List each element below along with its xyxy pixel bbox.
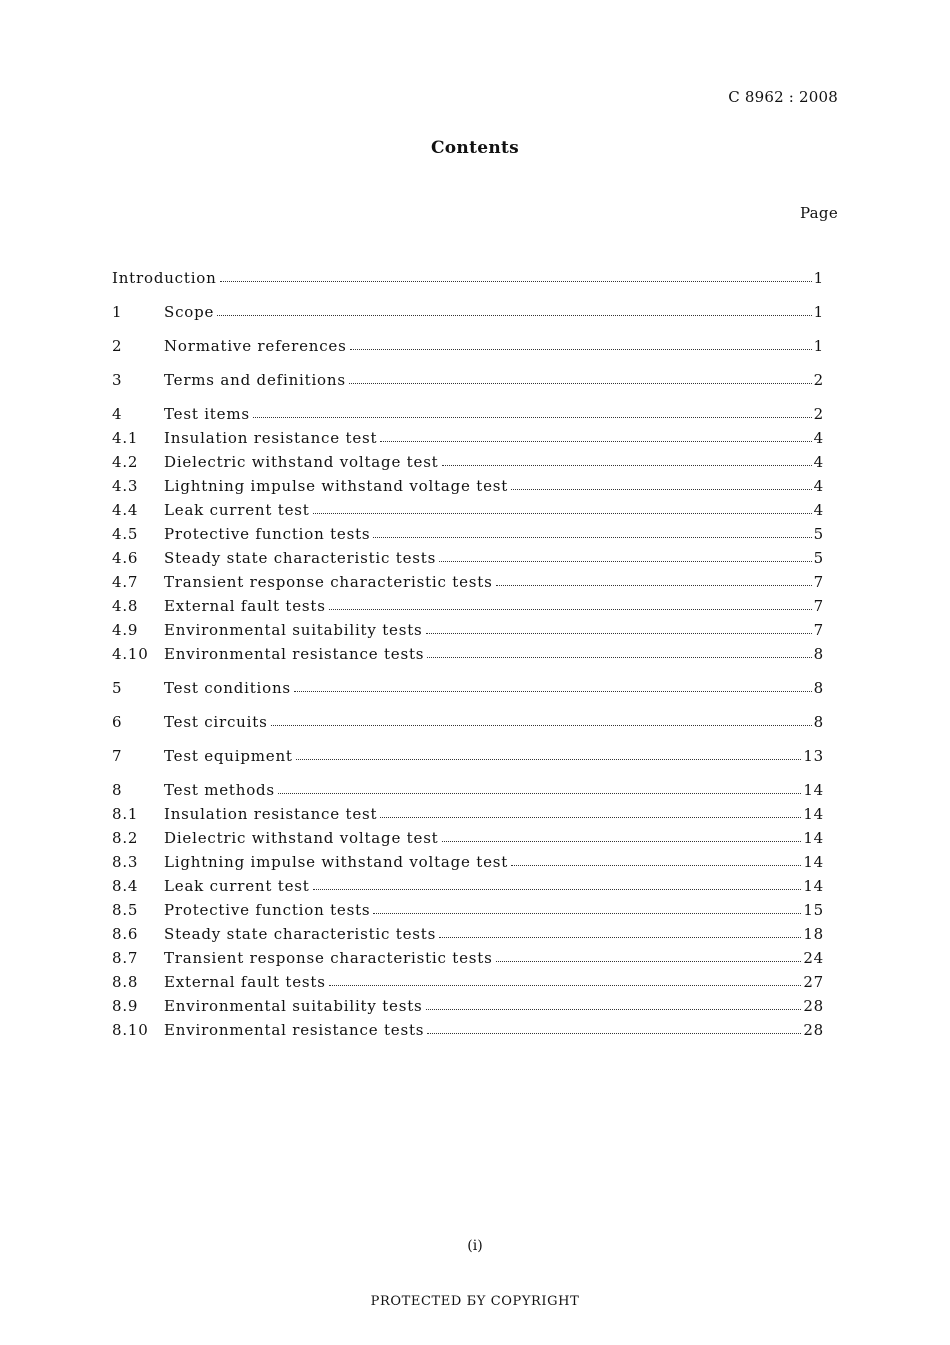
dot-leader [294, 690, 812, 692]
toc-entry-page: 14 [803, 805, 824, 823]
toc-entry-page: 14 [803, 853, 824, 871]
toc-entry-page: 5 [813, 549, 824, 567]
toc-entry-page: 4 [813, 453, 824, 471]
toc-entry-page: 1 [813, 337, 824, 355]
toc-entry-title: Insulation resistance test [164, 805, 378, 823]
toc-entry-number: 8.10 [112, 1021, 149, 1039]
toc-entry[interactable] [112, 676, 824, 700]
toc-entry-number: 8.2 [112, 829, 139, 847]
dot-leader [253, 416, 812, 418]
dot-leader [349, 382, 812, 384]
toc-entry[interactable] [112, 946, 824, 970]
toc-entry-title: Normative references [164, 337, 347, 355]
toc-entry[interactable] [112, 744, 824, 768]
toc-entry-title: Environmental suitability tests [164, 621, 423, 639]
toc-entry-title: Insulation resistance test [164, 429, 378, 447]
toc-entry-number: 8.7 [112, 949, 139, 967]
toc-entry-title: Test items [164, 405, 250, 423]
toc-entry[interactable] [112, 368, 824, 392]
toc-entry-title: Dielectric withstand voltage test [164, 453, 439, 471]
toc-entry-number: 5 [112, 679, 123, 697]
dot-leader [426, 632, 812, 634]
toc-entry-page: 27 [803, 973, 824, 991]
toc-entry[interactable] [112, 994, 824, 1018]
toc-entry-number: 4 [112, 405, 123, 423]
dot-leader [373, 536, 811, 538]
toc-entry-title: Dielectric withstand voltage test [164, 829, 439, 847]
toc-entry-number: 8.8 [112, 973, 139, 991]
toc-entry-title: Transient response characteristic tests [164, 573, 493, 591]
toc-entry-number: 4.7 [112, 573, 139, 591]
toc-entry-title: Terms and definitions [164, 371, 346, 389]
toc-entry-title: Protective function tests [164, 901, 371, 919]
toc-entry-title: Scope [164, 303, 215, 321]
toc-entry-title: Leak current test [164, 877, 310, 895]
toc-entry-page: 7 [813, 597, 824, 615]
page-number: (i) [467, 1238, 483, 1254]
copyright-notice: PROTECTED БY COPYRIGHT [370, 1294, 580, 1309]
dot-leader [496, 584, 812, 586]
toc-entry-title: Environmental resistance tests [164, 1021, 425, 1039]
dot-leader [439, 560, 812, 562]
dot-leader [442, 464, 812, 466]
dot-leader [380, 816, 801, 818]
toc-entry-number: 8.4 [112, 877, 139, 895]
toc-entry[interactable] [112, 970, 824, 994]
dot-leader [511, 864, 801, 866]
toc-entry[interactable] [112, 570, 824, 594]
toc-entry-page: 1 [813, 269, 824, 287]
toc-entry[interactable] [112, 522, 824, 546]
dot-leader [329, 984, 802, 986]
toc-entry-page: 24 [803, 949, 824, 967]
toc-title: Contents [430, 138, 520, 158]
toc-entry-title: Test conditions [164, 679, 291, 697]
dot-leader [427, 1032, 801, 1034]
toc-entry[interactable] [112, 334, 824, 358]
dot-leader [439, 936, 801, 938]
toc-entry-title: Environmental resistance tests [164, 645, 425, 663]
dot-leader [427, 656, 811, 658]
dot-leader [350, 348, 812, 350]
toc-entry-page: 8 [813, 713, 824, 731]
toc-entry[interactable] [112, 710, 824, 734]
toc-entry-page: 13 [803, 747, 824, 765]
dot-leader [313, 888, 802, 890]
toc-entry-title: Test methods [164, 781, 275, 799]
dot-leader [442, 840, 802, 842]
toc-entry-number: 6 [112, 713, 123, 731]
toc-entry-number: 1 [112, 303, 123, 321]
toc-entry[interactable] [112, 922, 824, 946]
toc-entry-number: 4.1 [112, 429, 139, 447]
dot-leader [278, 792, 801, 794]
toc-entry-title: Introduction [112, 269, 217, 287]
dot-leader [313, 512, 812, 514]
toc-entry-page: 14 [803, 877, 824, 895]
toc-entry-title: Steady state characteristic tests [164, 925, 437, 943]
toc-entry-number: 8 [112, 781, 123, 799]
dot-leader [511, 488, 812, 490]
toc-entry[interactable] [112, 802, 824, 826]
toc-entry[interactable] [112, 826, 824, 850]
toc-entry[interactable] [112, 498, 824, 522]
toc-entry-page: 4 [813, 501, 824, 519]
toc-entry-page: 7 [813, 621, 824, 639]
toc-entry[interactable] [112, 474, 824, 498]
toc-entry-page: 5 [813, 525, 824, 543]
toc-entry-title: Environmental suitability tests [164, 997, 423, 1015]
toc-entry-number: 4.10 [112, 645, 149, 663]
toc-entry[interactable] [112, 402, 824, 426]
toc-entry[interactable] [112, 1018, 824, 1042]
toc-entry-page: 18 [803, 925, 824, 943]
toc-entry-title: External fault tests [164, 973, 326, 991]
toc-entry-number: 8.3 [112, 853, 139, 871]
toc-entry-number: 2 [112, 337, 123, 355]
toc-entry-number: 8.1 [112, 805, 139, 823]
toc-entry-page: 4 [813, 429, 824, 447]
toc-entry[interactable] [112, 594, 824, 618]
toc-entry-title: Lightning impulse withstand voltage test [164, 477, 509, 495]
toc-entry-page: 1 [813, 303, 824, 321]
toc-entry[interactable] [112, 266, 824, 290]
toc-entry-number: 4.8 [112, 597, 139, 615]
dot-leader [426, 1008, 802, 1010]
toc-entry[interactable] [112, 618, 824, 642]
toc-entry-number: 8.5 [112, 901, 139, 919]
toc-entry-title: Test equipment [164, 747, 293, 765]
toc-entry-title: External fault tests [164, 597, 326, 615]
toc-entry-number: 3 [112, 371, 123, 389]
toc-entry[interactable] [112, 874, 824, 898]
dot-leader [373, 912, 801, 914]
toc-entry-number: 4.2 [112, 453, 139, 471]
toc-entry-number: 8.6 [112, 925, 139, 943]
toc-entry-title: Transient response characteristic tests [164, 949, 493, 967]
toc-entry[interactable] [112, 778, 824, 802]
toc-entry-number: 4.4 [112, 501, 139, 519]
toc-entry-number: 4.6 [112, 549, 139, 567]
toc-entry-page: 14 [803, 781, 824, 799]
toc-entry-page: 2 [813, 371, 824, 389]
toc-entry-number: 7 [112, 747, 123, 765]
toc-entry-page: 8 [813, 645, 824, 663]
dot-leader [220, 280, 812, 282]
toc-entry[interactable] [112, 850, 824, 874]
toc-entry-number: 4.9 [112, 621, 139, 639]
dot-leader [496, 960, 802, 962]
toc-entry[interactable] [112, 426, 824, 450]
toc-entry-title: Protective function tests [164, 525, 371, 543]
toc-entry-title: Test circuits [164, 713, 268, 731]
toc-entry-title: Steady state characteristic tests [164, 549, 437, 567]
toc-entry-number: 4.3 [112, 477, 139, 495]
toc-entry-title: Lightning impulse withstand voltage test [164, 853, 509, 871]
toc-entry-title: Leak current test [164, 501, 310, 519]
toc-entry-number: 8.9 [112, 997, 139, 1015]
toc-entry[interactable] [112, 450, 824, 474]
table-of-contents [112, 266, 824, 1042]
toc-entry-page: 8 [813, 679, 824, 697]
dot-leader [296, 758, 802, 760]
standard-number: C 8962 : 2008 [728, 88, 838, 106]
dot-leader [271, 724, 812, 726]
toc-entry[interactable] [112, 546, 824, 570]
toc-entry[interactable] [112, 642, 824, 666]
toc-entry[interactable] [112, 898, 824, 922]
toc-entry-page: 2 [813, 405, 824, 423]
toc-entry-page: 7 [813, 573, 824, 591]
toc-entry-page: 28 [803, 997, 824, 1015]
dot-leader [380, 440, 811, 442]
toc-entry-page: 4 [813, 477, 824, 495]
page-column-label: Page [799, 204, 838, 222]
toc-entry-page: 15 [803, 901, 824, 919]
dot-leader [217, 314, 811, 316]
toc-entry-number: 4.5 [112, 525, 139, 543]
toc-entry[interactable] [112, 300, 824, 324]
dot-leader [329, 608, 812, 610]
toc-entry-page: 14 [803, 829, 824, 847]
toc-entry-page: 28 [803, 1021, 824, 1039]
